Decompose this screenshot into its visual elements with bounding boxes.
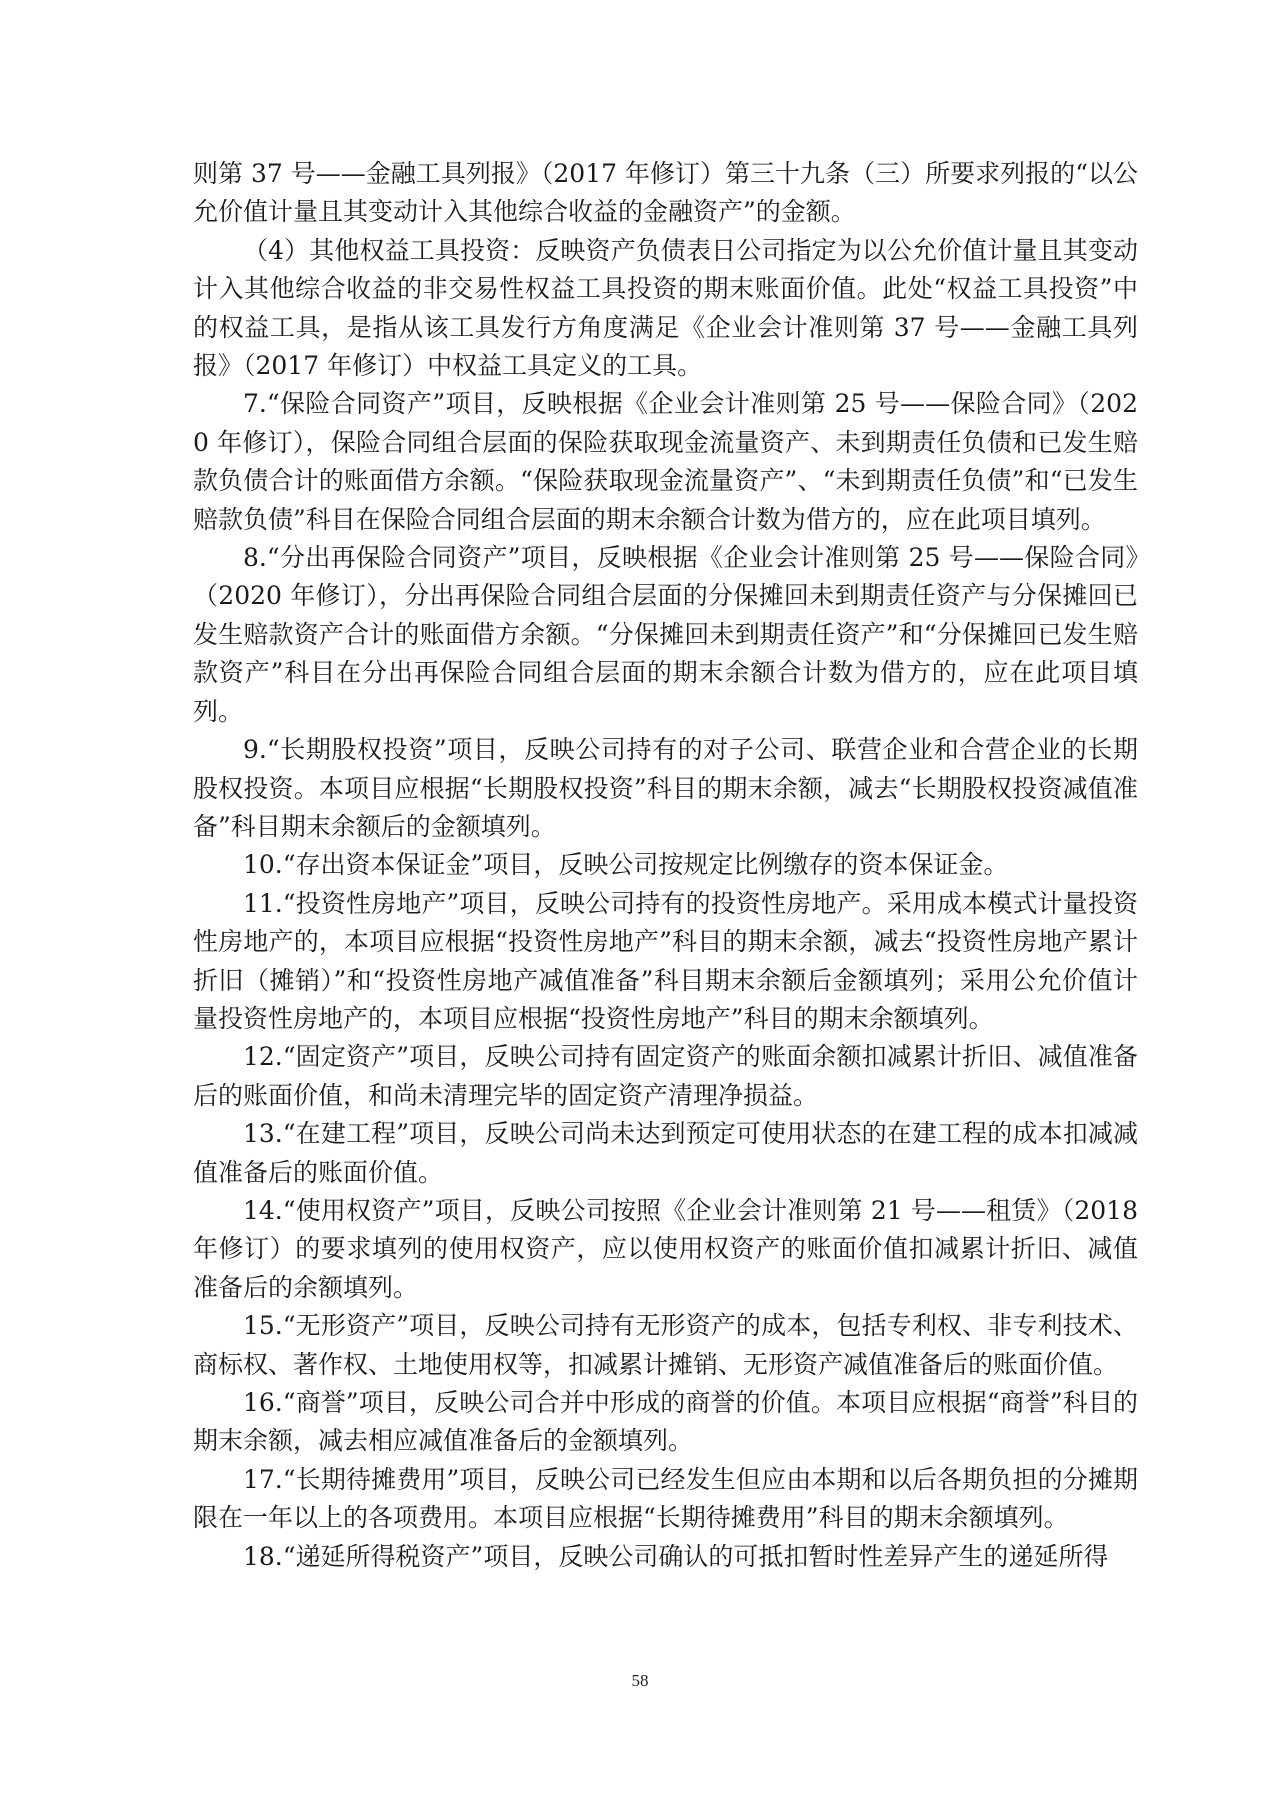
paragraph-reinsurance-contract-assets: 8.“分出再保险合同资产”项目，反映根据《企业会计准则第 25 号——保险合同》（2020 年修订），分出再保险合同组合层面的分保摊回未到期责任资产与分保摊回已发生赔款资产合计的账面借方余额。“分保摊回未到期责任资产”和“分保摊回已发生赔款资产”科目在分出再保险合同组合层面的期末余额合计数为借方的，应在此项目填列。 — [193, 543, 1138, 726]
paragraph-fixed-assets: 12.“固定资产”项目，反映公司持有固定资产的账面余额扣减累计折旧、减值准备后的账面价值，和尚未清理完毕的固定资产清理净损益。 — [193, 1042, 1138, 1110]
paragraph-long-term-deferred-expenses: 17.“长期待摊费用”项目，反映公司已经发生但应由本期和以后各期负担的分摊期限在一年以上的各项费用。本项目应根据“长期待摊费用”科目的期末余额填列。 — [193, 1464, 1138, 1533]
paragraph-other-equity-investment: （4）其他权益工具投资：反映资产负债表日公司指定为以公允价值计量且其变动计入其他综合收益的非交易性权益工具投资的期末账面价值。此处“权益工具投资”中的权益工具，是指从该工具发行方角度满足《企业会计准则第 37 号——金融工具列报》（2017 年修订）中权益工具定义的工具。 — [193, 235, 1138, 381]
paragraph-intangible-assets: 15.“无形资产”项目，反映公司持有无形资产的成本，包括专利权、非专利技术、商标权、著作权、土地使用权等，扣减累计摊销、无形资产减值准备后的账面价值。 — [193, 1311, 1138, 1379]
paragraph-continuation: 则第 37 号——金融工具列报》（2017 年修订）第三十九条（三）所要求列报的“以公允价值计量且其变动计入其他综合收益的金融资产”的金额。 — [193, 159, 1138, 227]
paragraph-construction-in-progress: 13.“在建工程”项目，反映公司尚未达到预定可使用状态的在建工程的成本扣减减值准备后的账面价值。 — [193, 1119, 1138, 1187]
page-number: 58 — [631, 1671, 649, 1690]
paragraph-deferred-tax-assets: 18.“递延所得税资产”项目，反映公司确认的可抵扣暂时性差异产生的递延所得 — [243, 1541, 1109, 1571]
document-body — [193, 155, 1138, 1576]
paragraph-capital-deposit: 10.“存出资本保证金”项目，反映公司按规定比例缴存的资本保证金。 — [243, 850, 1009, 880]
paragraph-insurance-contract-assets: 7.“保险合同资产”项目，反映根据《企业会计准则第 25 号——保险合同》（2020 年修订），保险合同组合层面的保险获取现金流量资产、未到期责任负债和已发生赔款负债合计的账面借方余额。“保险获取现金流量资产”、“未到期责任负债”和“已发生赔款负债”科目在保险合同组合层面的期末余额合计数为借方的，应在此项目填列。 — [193, 389, 1138, 534]
paragraph-right-of-use-assets: 14.“使用权资产”项目，反映公司按照《企业会计准则第 21 号——租赁》（2018 年修订）的要求填列的使用权资产，应以使用权资产的账面价值扣减累计折旧、减值准备后的余额填列。 — [193, 1195, 1138, 1302]
paragraph-goodwill: 16.“商誉”项目，反映公司合并中形成的商誉的价值。本项目应根据“商誉”科目的期末余额，减去相应减值准备后的金额填列。 — [193, 1388, 1138, 1456]
paragraph-long-term-equity-investment: 9.“长期股权投资”项目，反映公司持有的对子公司、联营企业和合营企业的长期股权投资。本项目应根据“长期股权投资”科目的期末余额，减去“长期股权投资减值准备”科目期末余额后的金额填列。 — [193, 735, 1138, 841]
paragraph-investment-property: 11.“投资性房地产”项目，反映公司持有的投资性房地产。采用成本模式计量投资性房地产的，本项目应根据“投资性房地产”科目的期末余额，减去“投资性房地产累计折旧（摊销）”和“投资性房地产减值准备”科目期末余额后金额填列；采用公允价值计量投资性房地产的，本项目应根据“投资性房地产”科目的期末余额填列。 — [193, 888, 1138, 1033]
